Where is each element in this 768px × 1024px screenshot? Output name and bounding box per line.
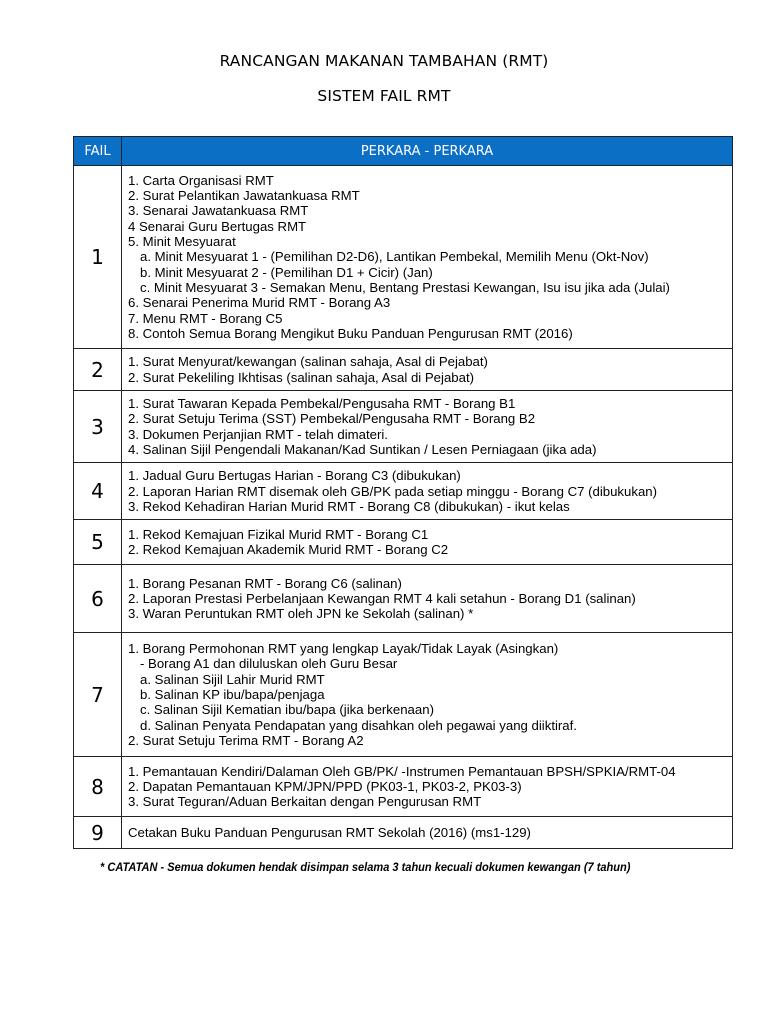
list-item: 7. Menu RMT - Borang C5	[128, 310, 283, 326]
file-number: 2	[74, 349, 122, 391]
file-contents	[122, 166, 733, 349]
file-contents	[122, 520, 733, 565]
list-item: 2. Surat Setuju Terima RMT - Borang A2	[128, 732, 364, 748]
list-item: 3. Surat Teguran/Aduan Berkaitan dengan Pengurusan RMT	[128, 794, 482, 810]
list-item: d. Salinan Penyata Pendapatan yang disahkan oleh pegawai yang diiktiraf.	[140, 717, 577, 733]
file-contents	[122, 349, 733, 391]
file-contents	[122, 463, 733, 520]
list-item: 4. Salinan Sijil Pengendali Makanan/Kad Suntikan / Lesen Perniagaan (jika ada)	[128, 441, 597, 457]
list-item: 1. Pemantauan Kendiri/Dalaman Oleh GB/PK/ -Instrumen Pemantauan BPSH/SPKIA/RMT-04	[128, 763, 676, 779]
column-header-fail: FAIL	[74, 137, 122, 166]
list-item: 2. Rekod Kemajuan Akademik Murid RMT - Borang C2	[128, 542, 449, 558]
table-row	[74, 349, 733, 391]
file-number: 8	[74, 757, 122, 817]
list-item: 6. Senarai Penerima Murid RMT - Borang A3	[128, 295, 391, 311]
file-number: 4	[74, 463, 122, 520]
table-row	[74, 757, 733, 817]
list-item: 4 Senarai Guru Bertugas RMT	[128, 218, 307, 234]
list-item: c. Salinan Sijil Kematian ibu/bapa (jika berkenaan)	[140, 702, 434, 718]
list-item: - Borang A1 dan diluluskan oleh Guru Besar	[140, 656, 398, 672]
file-contents	[122, 633, 733, 757]
list-item: 2. Dapatan Pemantauan KPM/JPN/PPD (PK03-1, PK03-2, PK03-3)	[128, 779, 522, 795]
file-contents	[122, 757, 733, 817]
table-row	[74, 391, 733, 463]
table-row	[74, 166, 733, 349]
list-item: 1. Surat Menyurat/kewangan (salinan sahaja, Asal di Pejabat)	[128, 354, 488, 370]
list-item: 3. Waran Peruntukan RMT oleh JPN ke Sekolah (salinan) *	[128, 606, 474, 622]
list-item: Cetakan Buku Panduan Pengurusan RMT Sekolah (2016) (ms1-129)	[128, 825, 531, 841]
list-item: 2. Laporan Harian RMT disemak oleh GB/PK pada setiap minggu - Borang C7 (dibukukan)	[128, 483, 658, 499]
list-item: a. Minit Mesyuarat 1 - (Pemilihan D2-D6), Lantikan Pembekal, Memilih Menu (Okt-Nov)	[140, 249, 649, 265]
list-item: 1. Borang Pesanan RMT - Borang C6 (salinan)	[128, 575, 402, 591]
file-contents	[122, 391, 733, 463]
file-system-table	[73, 136, 733, 849]
list-item: 1. Rekod Kemajuan Fizikal Murid RMT - Borang C1	[128, 526, 429, 542]
list-item: b. Salinan KP ibu/bapa/penjaga	[140, 687, 325, 703]
table-row	[74, 463, 733, 520]
list-item: b. Minit Mesyuarat 2 - (Pemilihan D1 + Cicir) (Jan)	[140, 264, 433, 280]
file-contents	[122, 565, 733, 633]
file-number: 1	[74, 166, 122, 349]
footnote: * CATATAN - Semua dokumen hendak disimpan selama 3 tahun kecuali dokumen kewangan (7 tahun)	[100, 860, 631, 874]
table-header-row	[74, 137, 733, 166]
list-item: 1. Borang Permohonan RMT yang lengkap Layak/Tidak Layak (Asingkan)	[128, 641, 559, 657]
list-item: 2. Surat Pekeliling Ikhtisas (salinan sahaja, Asal di Pejabat)	[128, 369, 474, 385]
column-header-perkara: PERKARA - PERKARA	[122, 137, 733, 166]
list-item: 1. Carta Organisasi RMT	[128, 172, 274, 188]
file-contents	[122, 817, 733, 849]
table-row	[74, 633, 733, 757]
page-title: RANCANGAN MAKANAN TAMBAHAN (RMT)	[219, 52, 549, 70]
file-number: 6	[74, 565, 122, 633]
list-item: 2. Surat Setuju Terima (SST) Pembekal/Pengusaha RMT - Borang B2	[128, 411, 536, 427]
list-item: 5. Minit Mesyuarat	[128, 234, 236, 250]
table-row	[74, 565, 733, 633]
list-item: 1. Jadual Guru Bertugas Harian - Borang C3 (dibukukan)	[128, 468, 461, 484]
table-row	[74, 817, 733, 849]
list-item: 2. Laporan Prestasi Perbelanjaan Kewangan RMT 4 kali setahun - Borang D1 (salinan)	[128, 591, 636, 607]
list-item: 3. Dokumen Perjanjian RMT - telah dimateri.	[128, 426, 388, 442]
list-item: 1. Surat Tawaran Kepada Pembekal/Pengusaha RMT - Borang B1	[128, 396, 516, 411]
file-number: 9	[74, 817, 122, 849]
page-subtitle: SISTEM FAIL RMT	[317, 87, 451, 105]
list-item: 3. Rekod Kehadiran Harian Murid RMT - Borang C8 (dibukukan) - ikut kelas	[128, 498, 570, 514]
list-item: 3. Senarai Jawatankuasa RMT	[128, 203, 309, 219]
file-number: 3	[74, 391, 122, 463]
file-number: 7	[74, 633, 122, 757]
list-item: a. Salinan Sijil Lahir Murid RMT	[140, 671, 325, 687]
list-item: 8. Contoh Semua Borang Mengikut Buku Panduan Pengurusan RMT (2016)	[128, 325, 573, 341]
file-number: 5	[74, 520, 122, 565]
list-item: c. Minit Mesyuarat 3 - Semakan Menu, Bentang Prestasi Kewangan, Isu isu jika ada (Julai)	[140, 279, 670, 295]
list-item: 2. Surat Pelantikan Jawatankuasa RMT	[128, 188, 360, 204]
table-row	[74, 520, 733, 565]
